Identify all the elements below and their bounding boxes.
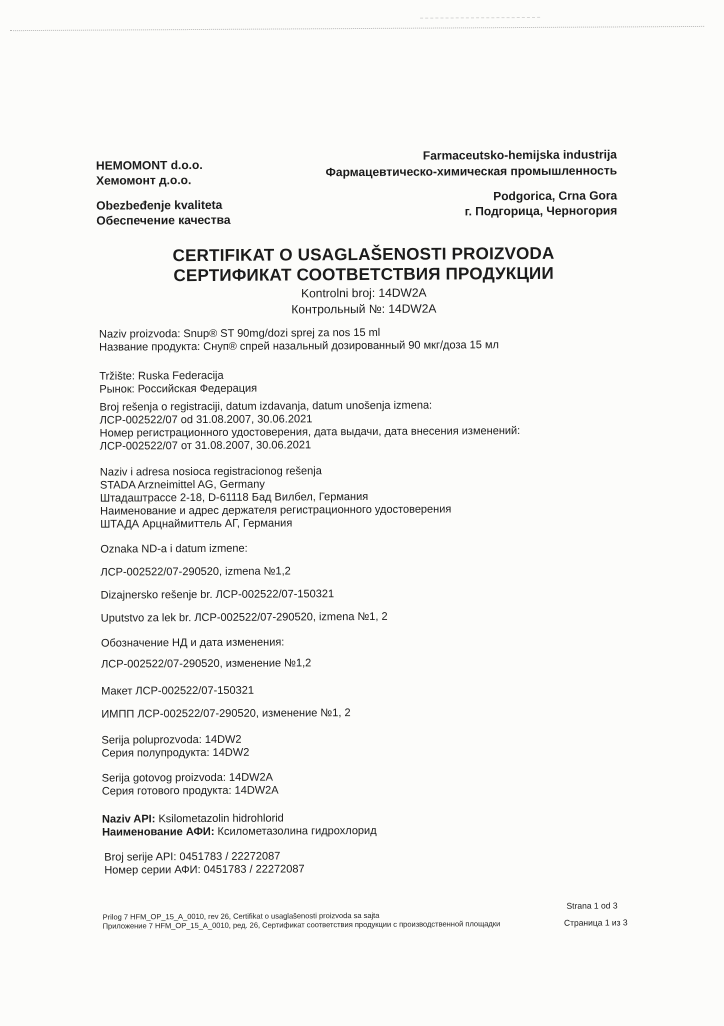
control-number-cyrillic: Контрольный №: 14DW2A: [291, 301, 437, 317]
api-name-latin: [102, 812, 284, 826]
holder-name-cyrillic: ШТАДА Арцнаймиттель АГ, Германия: [100, 517, 293, 531]
holder-label-latin: Naziv i adresa nosioca registracionog rešenja: [99, 465, 322, 479]
holder-address: Штадаштрассе 2-18, D-61118 Бад Вилбел, Германия: [100, 490, 369, 505]
api-batch-latin: Broj serije API: 0451783 / 22272087: [104, 850, 281, 864]
api-name-cyrillic: [102, 825, 377, 840]
final-product-batch-cyrillic: Серия готового продукта: 14DW2A: [101, 784, 279, 798]
quality-dept-cyrillic: Обеспечение качества: [96, 212, 231, 228]
product-name-cyrillic: Название продукта: Снуп® спрей назальный дозированный 90 мкг/доза 15 мл: [99, 339, 499, 354]
product-name-latin: Naziv proizvoda: Snup® ST 90mg/dozi sprej za nos 15 ml: [99, 326, 381, 341]
registration-label-latin: Broj rešenja o registraciji, datum izdavanja, datum unošenja izmena:: [99, 399, 433, 414]
industry-latin: Farmaceutsko-hemijska industrija: [422, 147, 617, 163]
semi-product-batch-latin: Serija poluprozvoda: 14DW2: [101, 733, 242, 747]
company-name-cyrillic: Хемомонт д.о.о.: [96, 173, 192, 188]
company-name-latin: HEMOMONT d.o.o.: [95, 157, 203, 173]
leaflet-latin: Uputstvo za lek br. ЛСР-002522/07-290520, izmena №1, 2: [100, 610, 388, 625]
nd-label-cyrillic: Обозначение НД и дата изменения:: [100, 636, 285, 650]
api-value-latin: Ksilometazolin hidrohlorid: [155, 812, 284, 826]
holder-name-latin: STADA Arzneimittel AG, Germany: [99, 478, 265, 492]
industry-cyrillic: Фармацевтическо-химическая промышленность: [325, 163, 618, 180]
registration-value-cyrillic: ЛСР-002522/07 от 31.08.2007, 30.06.2021: [99, 439, 312, 453]
page-number-latin: Strana 1 od 3: [566, 900, 618, 911]
semi-product-batch-cyrillic: Серия полупродукта: 14DW2: [101, 746, 250, 760]
quality-dept-latin: Obezbeđenje kvaliteta: [96, 197, 223, 213]
registration-value-latin: ЛСР-002522/07 od 31.08.2007, 30.06.2021: [99, 413, 313, 427]
footer-note-cyrillic: Приложение 7 HFM_OP_15_A_0010, ред. 26, Сертификат соответствия продукции с производственной площадки: [102, 919, 501, 931]
market-cyrillic: Рынок: Российская Федерация: [99, 382, 258, 396]
certificate-title-cyrillic: СЕРТИФИКАТ СООТВЕТСТВИЯ ПРОДУКЦИИ: [173, 263, 554, 286]
registration-label-cyrillic: Номер регистрационного удостоверения, дата выдачи, дата внесения изменений:: [99, 425, 521, 440]
api-batch-cyrillic: Номер серии АФИ: 0451783 / 22272087: [104, 863, 305, 877]
market-latin: Tržište: Ruska Federacija: [99, 369, 224, 383]
footer-note-latin: Prilog 7 HFM_OP_15_A_0010, rev 26, Certifikat o usaglašenosti proizvoda sa sajta: [102, 910, 380, 922]
control-number-latin: Kontrolni broj: 14DW2A: [301, 285, 427, 301]
certificate-title-latin: CERTIFIKAT O USAGLAŠENOSTI PROIZVODA: [172, 243, 555, 266]
api-label-latin: Naziv API:: [101, 813, 156, 826]
design-solution-latin: Dizajnersko rešenje br. ЛСР-002522/07-150321: [100, 588, 335, 602]
final-product-batch-latin: Serija gotovog proizvoda: 14DW2A: [101, 771, 274, 785]
nd-value-latin: ЛСР-002522/07-290520, izmena №1,2: [100, 565, 291, 579]
nd-label-latin: Oznaka ND-a i datum izmene:: [100, 542, 248, 556]
scan-border-line: [10, 26, 704, 31]
maket-cyrillic: Макет ЛСР-002522/07-150321: [101, 684, 254, 698]
api-label-cyrillic: Наименование АФИ:: [102, 825, 215, 839]
page-number-cyrillic: Страница 1 из 3: [563, 917, 628, 928]
city-cyrillic: г. Подгорица, Черногория: [464, 203, 618, 219]
impp-cyrillic: ИМПП ЛСР-002522/07-290520, изменение №1, 2: [101, 707, 351, 721]
city-latin: Podgorica, Crna Gora: [493, 188, 618, 204]
scan-artifact-line: [420, 17, 540, 19]
api-value-cyrillic: Ксилометазолина гидрохлорид: [214, 824, 377, 838]
holder-label-cyrillic: Наименование и адрес держателя регистрационного удостоверения: [100, 503, 452, 518]
nd-value-cyrillic: ЛСР-002522/07-290520, изменение №1,2: [101, 657, 312, 671]
